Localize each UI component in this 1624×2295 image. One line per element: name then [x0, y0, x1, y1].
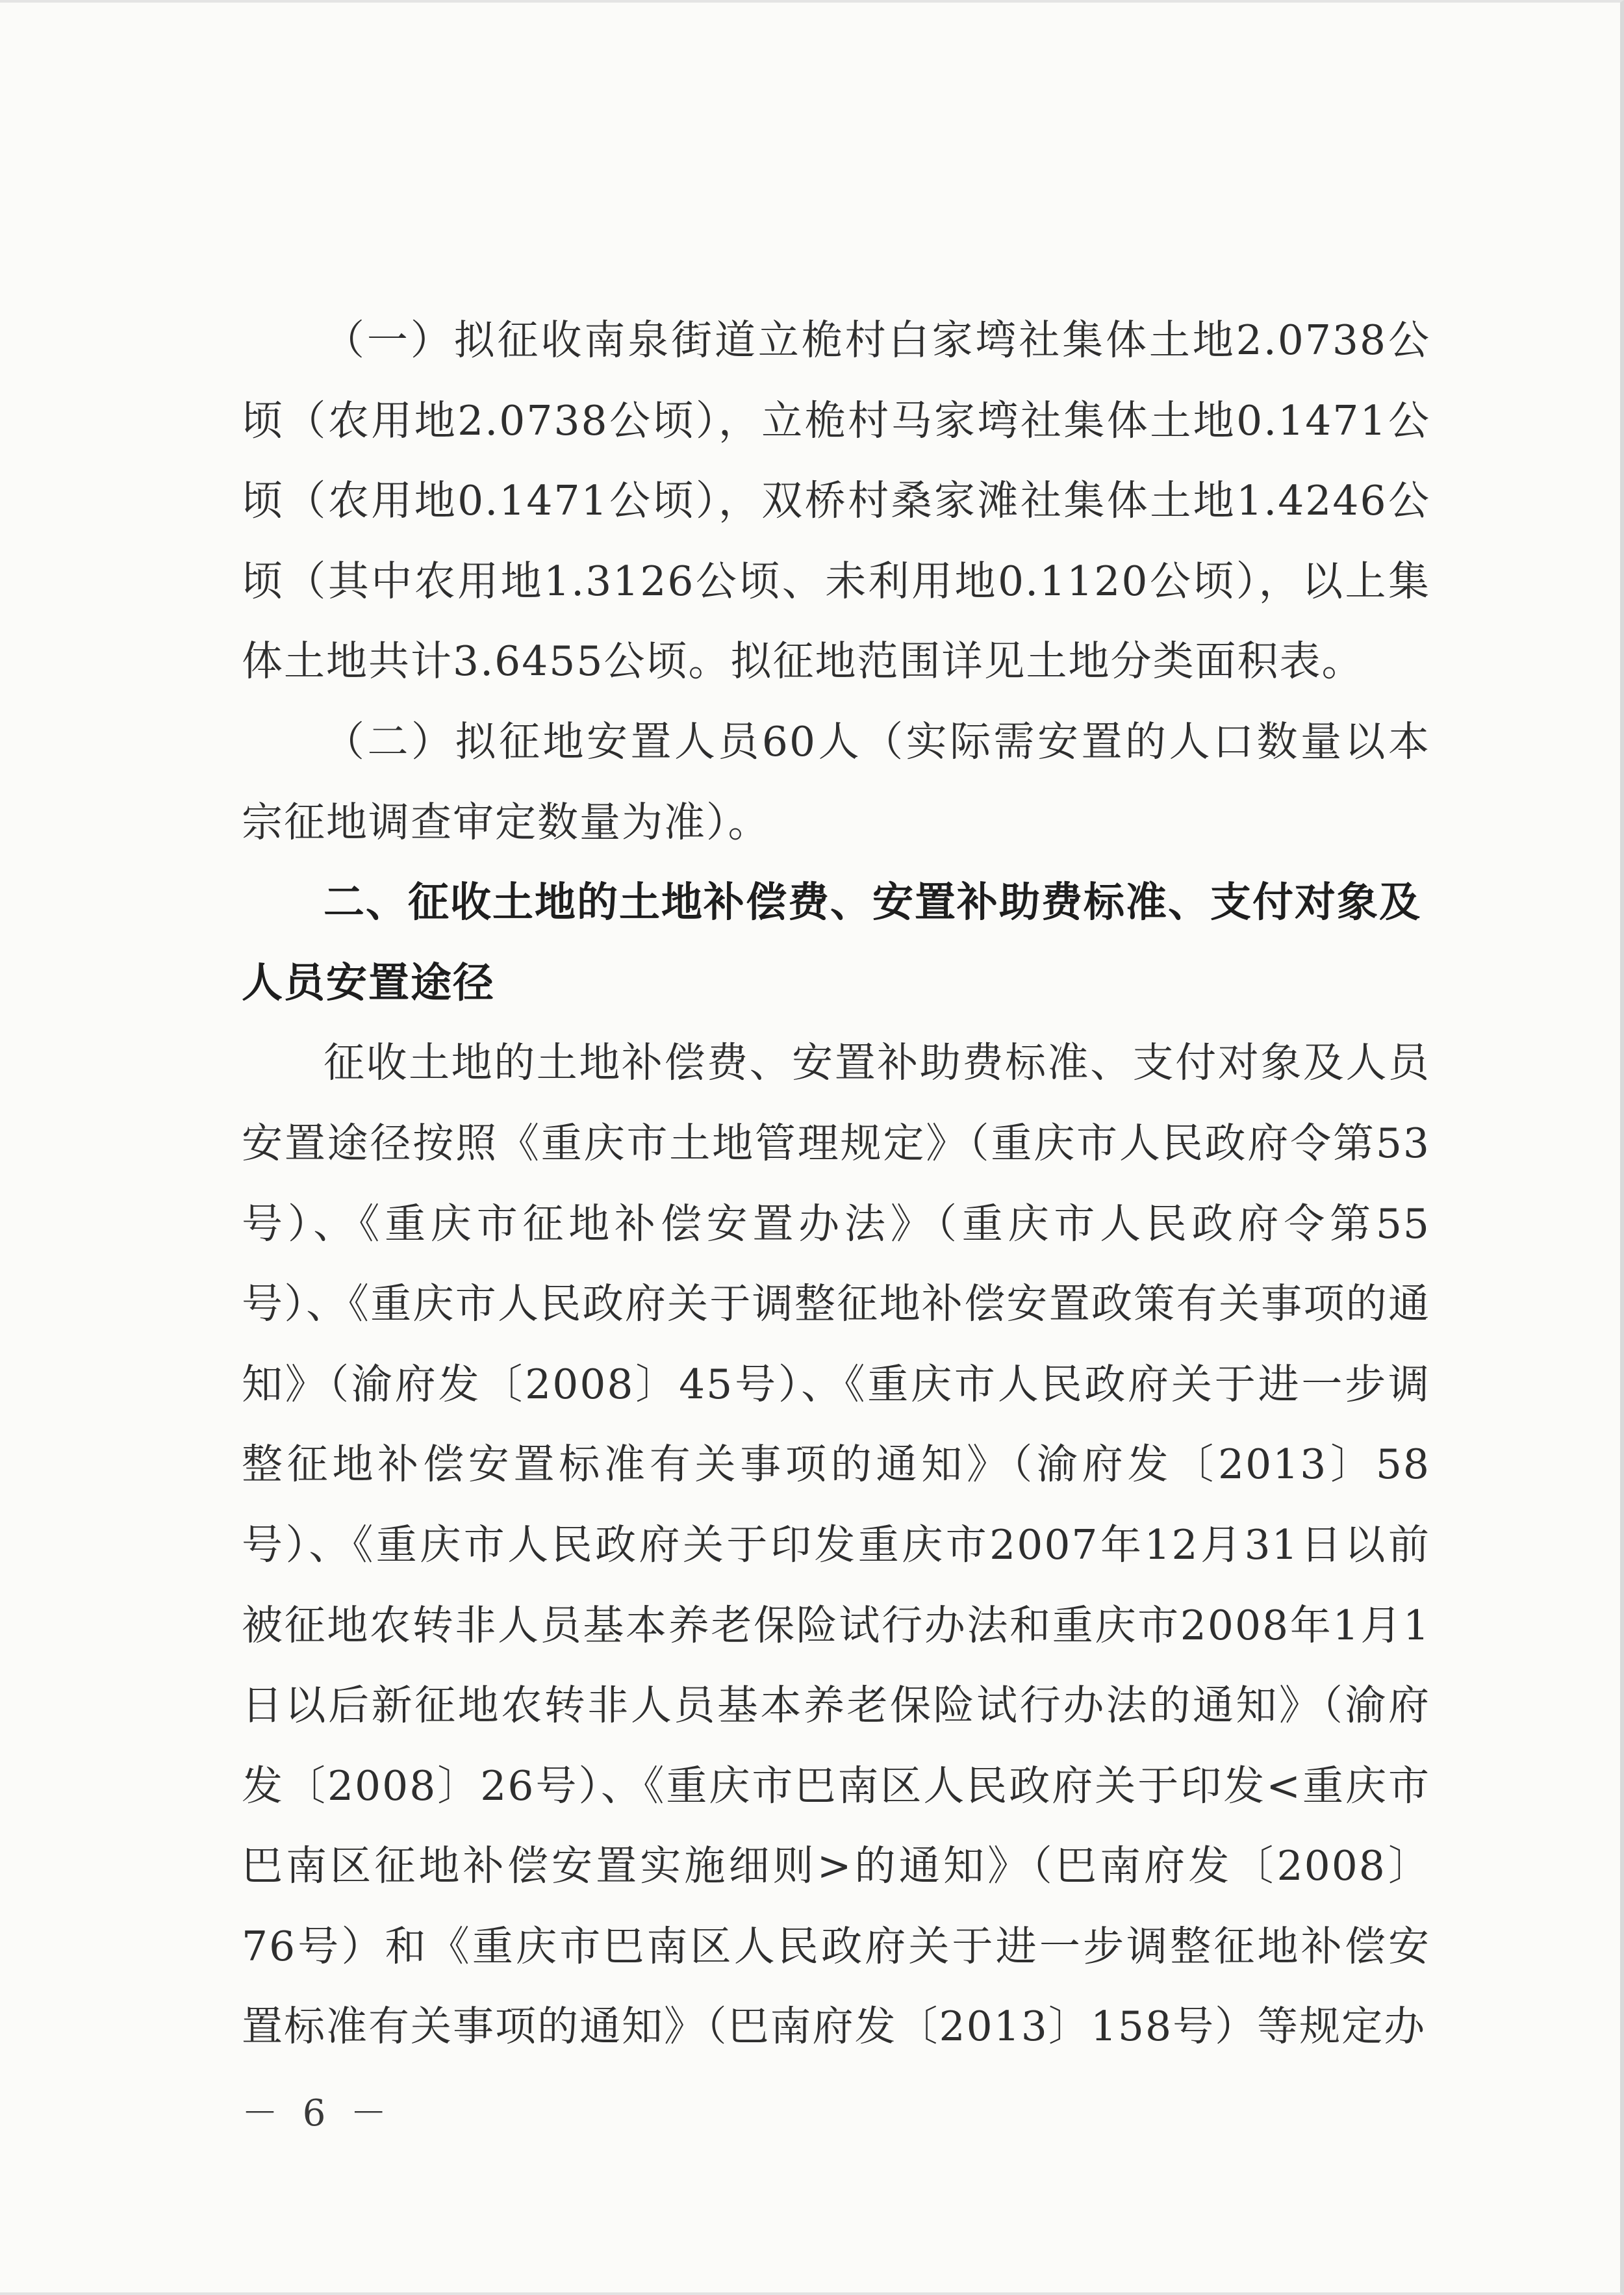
- section-heading: 二、征收土地的土地补偿费、安置补助费标准、支付对象及人员安置途径: [242, 878, 1421, 1006]
- paragraph-item-2: （二）拟征地安置人员60人（实际需安置的人口数量以本宗征地调查审定数量为准）。: [242, 717, 1430, 846]
- paragraph-compensation-basis: 征收土地的土地补偿费、安置补助费标准、支付对象及人员安置途径按照《重庆市土地管理规定》（重庆市人民政府令第53号）、《重庆市征地补偿安置办法》（重庆市人民政府令第55号）、《重庆市人民政府关于调整征地补偿安置政策有关事项的通知》（渝府发〔2008〕45号）、《重庆市人民政府关于进一步调整征地补偿安置标准有关事项的通知》（渝府发〔2013〕58号）、《重庆市人民政府关于印发重庆市2007年12月31日以前被征地农转非人员基本养老保险试行办法和重庆市2008年1月1日以后新征地农转非人员基本养老保险试行办法的通知》（渝府发〔2008〕26号）、《重庆市巴南区人民政府关于印发<重庆市巴南区征地补偿安置实施细则>的通知》（巴南府发〔2008〕76号）和《重庆市巴南区人民政府关于进一步调整征地补偿安置标准有关事项的通知》（巴南府发〔2013〕158号）等规定办: [242, 1039, 1430, 2051]
- page-number: － 6 －: [242, 2092, 394, 2135]
- document-body: [242, 300, 1430, 2067]
- paragraph-item-1: （一）拟征收南泉街道立桅村白家塆社集体土地2.0738公顷（农用地2.0738公顷），立桅村马家塆社集体土地0.1471公顷（农用地0.1471公顷），双桥村桑家滩社集体土地1.4246公顷（其中农用地1.3126公顷、未利用地0.1120公顷），以上集体土地共计3.6455公顷。拟征地范围详见土地分类面积表。: [242, 316, 1430, 686]
